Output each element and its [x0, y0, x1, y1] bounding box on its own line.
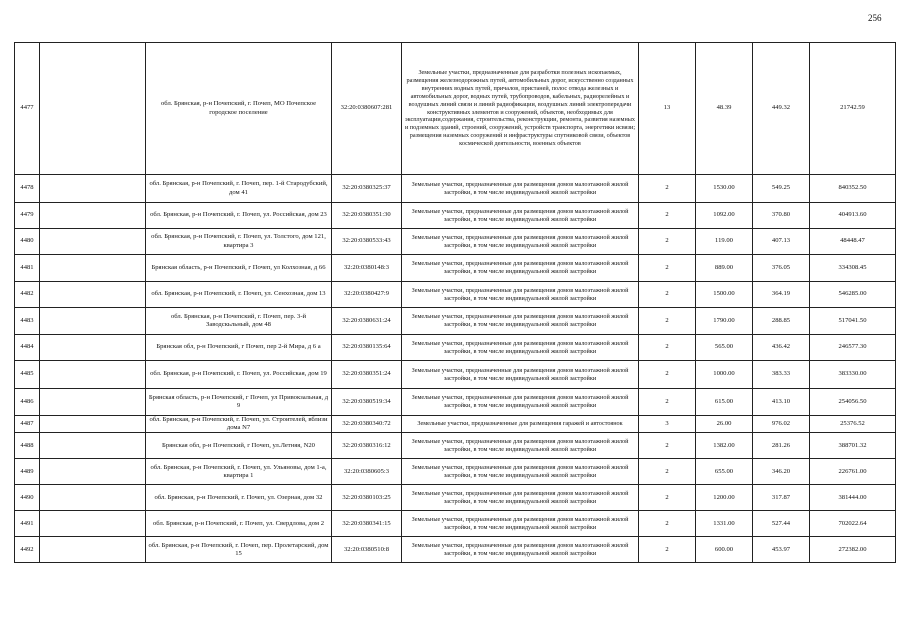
rate-cell: 549.25	[753, 175, 810, 203]
row-number-cell: 4490	[15, 485, 40, 511]
rate-cell: 407.13	[753, 229, 810, 255]
cadastral-value-cell: 546285.00	[810, 282, 896, 308]
rate-cell: 413.10	[753, 389, 810, 416]
category-cell: 2	[639, 255, 696, 282]
address-cell: обл. Брянская, р-н Почепский, г. Почеп, ул. Российская, дом 23	[146, 203, 332, 229]
address-cell: обл. Брянская, р-н Почепский, г. Почеп, МО Почепское городское поселение	[146, 43, 332, 175]
cadastral-number-cell: 32:20:0380607:281	[332, 43, 402, 175]
area-cell: 1092.00	[696, 203, 753, 229]
cadastral-value-cell: 702022.64	[810, 511, 896, 537]
cadastral-number-cell: 32:20:0380631:24	[332, 308, 402, 335]
cadastral-number-cell: 32:20:0380340:72	[332, 416, 402, 433]
address-cell: обл. Брянская, р-н Почепский, г. Почеп, ул. Строителей, вблизи дома N7	[146, 416, 332, 433]
spacer-cell	[40, 511, 146, 537]
spacer-cell	[40, 416, 146, 433]
land-use-cell: Земельные участки, предназначенные для размещения домов малоэтажной жилой застройки, в том числе индивидуальной жилой застройки	[402, 361, 639, 389]
table-row	[15, 485, 896, 511]
spacer-cell	[40, 335, 146, 361]
rate-cell: 449.32	[753, 43, 810, 175]
table-row	[15, 308, 896, 335]
cadastral-number-cell: 32:20:0380325:37	[332, 175, 402, 203]
table-row	[15, 43, 896, 175]
cadastral-value-cell: 272382.00	[810, 537, 896, 563]
land-use-cell: Земельные участки, предназначенные для размещения домов малоэтажной жилой застройки, в том числе индивидуальной жилой застройки	[402, 485, 639, 511]
cadastral-value-cell: 381444.00	[810, 485, 896, 511]
cadastral-number-cell: 32:20:0380316:12	[332, 433, 402, 459]
category-cell: 2	[639, 389, 696, 416]
address-cell: обл. Брянская, р-н Почепский, г. Почеп, пер. 3-й Заводскьльный, дом 48	[146, 308, 332, 335]
row-number-cell: 4481	[15, 255, 40, 282]
table-row	[15, 361, 896, 389]
rate-cell: 288.85	[753, 308, 810, 335]
area-cell: 1500.00	[696, 282, 753, 308]
table-row	[15, 335, 896, 361]
row-number-cell: 4488	[15, 433, 40, 459]
land-use-cell: Земельные участки, предназначенные для размещения домов малоэтажной жилой застройки, в том числе индивидуальной жилой застройки	[402, 335, 639, 361]
address-cell: обл. Брянская, р-н Почепский, г. Почеп, ул. Озерная, дом 32	[146, 485, 332, 511]
cadastral-value-cell: 404913.60	[810, 203, 896, 229]
row-number-cell: 4484	[15, 335, 40, 361]
cadastral-number-cell: 32:20:0380135:64	[332, 335, 402, 361]
address-cell: Брянская область, р-н Почепский, г Почеп, ул Привокзальная, д 9	[146, 389, 332, 416]
category-cell: 2	[639, 537, 696, 563]
rate-cell: 976.02	[753, 416, 810, 433]
table-row	[15, 511, 896, 537]
spacer-cell	[40, 175, 146, 203]
area-cell: 1790.00	[696, 308, 753, 335]
cadastral-value-cell: 517041.50	[810, 308, 896, 335]
category-cell: 2	[639, 308, 696, 335]
row-number-cell: 4478	[15, 175, 40, 203]
cadastral-number-cell: 32:20:0380519:34	[332, 389, 402, 416]
category-cell: 13	[639, 43, 696, 175]
land-use-cell: Земельные участки, предназначенные для размещения домов малоэтажной жилой застройки, в том числе индивидуальной жилой застройки	[402, 175, 639, 203]
spacer-cell	[40, 459, 146, 485]
spacer-cell	[40, 255, 146, 282]
land-use-cell: Земельные участки, предназначенные для размещения домов малоэтажной жилой застройки, в том числе индивидуальной жилой застройки	[402, 282, 639, 308]
cadastral-value-cell: 246577.30	[810, 335, 896, 361]
category-cell: 2	[639, 203, 696, 229]
area-cell: 1000.00	[696, 361, 753, 389]
land-use-cell: Земельные участки, предназначенные для размещения домов малоэтажной жилой застройки, в том числе индивидуальной жилой застройки	[402, 511, 639, 537]
spacer-cell	[40, 485, 146, 511]
spacer-cell	[40, 308, 146, 335]
row-number-cell: 4477	[15, 43, 40, 175]
land-use-cell: Земельные участки, предназначенные для размещения домов малоэтажной жилой застройки, в том числе индивидуальной жилой застройки	[402, 229, 639, 255]
area-cell: 565.00	[696, 335, 753, 361]
land-use-cell: Земельные участки, предназначенные для размещения домов малоэтажной жилой застройки, в том числе индивидуальной жилой застройки	[402, 433, 639, 459]
category-cell: 2	[639, 485, 696, 511]
category-cell: 2	[639, 511, 696, 537]
table-row	[15, 459, 896, 485]
land-use-cell: Земельные участки, предназначенные для размещения домов малоэтажной жилой застройки, в том числе индивидуальной жилой застройки	[402, 203, 639, 229]
land-use-cell: Земельные участки, предназначенные для размещения домов малоэтажной жилой застройки, в том числе индивидуальной жилой застройки	[402, 459, 639, 485]
spacer-cell	[40, 361, 146, 389]
address-cell: обл. Брянская, р-н Почепский, г. Почеп, ул. Сенхозная, дом 13	[146, 282, 332, 308]
row-number-cell: 4489	[15, 459, 40, 485]
land-use-cell: Земельные участки, предназначенные для размещения домов малоэтажной жилой застройки, в том числе индивидуальной жилой застройки	[402, 537, 639, 563]
area-cell: 1530.00	[696, 175, 753, 203]
table-row	[15, 229, 896, 255]
table-row	[15, 433, 896, 459]
rate-cell: 383.33	[753, 361, 810, 389]
address-cell: обл. Брянская, р-н Почепский, г. Почеп, ул. Свердлова, дом 2	[146, 511, 332, 537]
cadastral-number-cell: 32:20:0380351:30	[332, 203, 402, 229]
cadastral-value-cell: 226761.00	[810, 459, 896, 485]
category-cell: 2	[639, 335, 696, 361]
category-cell: 2	[639, 433, 696, 459]
cadastral-number-cell: 32:20:0380103:25	[332, 485, 402, 511]
table-row	[15, 203, 896, 229]
row-number-cell: 4482	[15, 282, 40, 308]
address-cell: обл. Брянская, р-н Почепский, г. Почеп, ул. Толстого, дом 121, квартира 3	[146, 229, 332, 255]
rate-cell: 317.87	[753, 485, 810, 511]
cadastral-value-cell: 21742.59	[810, 43, 896, 175]
cadastral-value-cell: 48448.47	[810, 229, 896, 255]
row-number-cell: 4491	[15, 511, 40, 537]
area-cell: 48.39	[696, 43, 753, 175]
cadastral-number-cell: 32:20:0380605:3	[332, 459, 402, 485]
area-cell: 889.00	[696, 255, 753, 282]
area-cell: 1382.00	[696, 433, 753, 459]
table-row	[15, 537, 896, 563]
category-cell: 3	[639, 416, 696, 433]
cadastral-value-table	[14, 42, 896, 563]
address-cell: Брянская область, р-н Почепский, г Почеп, ул Колхозная, д 66	[146, 255, 332, 282]
rate-cell: 436.42	[753, 335, 810, 361]
land-use-cell: Земельные участки, предназначенные для размещения гаражей и автостоянок	[402, 416, 639, 433]
spacer-cell	[40, 282, 146, 308]
category-cell: 2	[639, 282, 696, 308]
spacer-cell	[40, 229, 146, 255]
land-use-cell: Земельные участки, предназначенные для размещения домов малоэтажной жилой застройки, в том числе индивидуальной жилой застройки	[402, 308, 639, 335]
land-use-cell: Земельные участки, предназначенные для размещения домов малоэтажной жилой застройки, в том числе индивидуальной жилой застройки	[402, 255, 639, 282]
area-cell: 119.00	[696, 229, 753, 255]
address-cell: Брянская обл, р-н Почепский, г Почеп, ул.Летняя, N20	[146, 433, 332, 459]
cadastral-value-cell: 334308.45	[810, 255, 896, 282]
cadastral-number-cell: 32:20:0380351:24	[332, 361, 402, 389]
cadastral-number-cell: 32:20:0380341:15	[332, 511, 402, 537]
spacer-cell	[40, 203, 146, 229]
category-cell: 2	[639, 229, 696, 255]
address-cell: обл. Брянская, р-н Почепский, г. Почеп, пер. 1-й Стародубский, дом 41	[146, 175, 332, 203]
area-cell: 615.00	[696, 389, 753, 416]
area-cell: 26.00	[696, 416, 753, 433]
rate-cell: 364.19	[753, 282, 810, 308]
land-use-cell: Земельные участки, предназначенные для размещения домов малоэтажной жилой застройки, в том числе индивидуальной жилой застройки	[402, 389, 639, 416]
row-number-cell: 4483	[15, 308, 40, 335]
cadastral-number-cell: 32:20:0380427:9	[332, 282, 402, 308]
page-number: 256	[868, 13, 882, 23]
spacer-cell	[40, 433, 146, 459]
cadastral-number-cell: 32:20:0380510:8	[332, 537, 402, 563]
rate-cell: 527.44	[753, 511, 810, 537]
row-number-cell: 4487	[15, 416, 40, 433]
cadastral-value-cell: 254056.50	[810, 389, 896, 416]
cadastral-value-cell: 383330.00	[810, 361, 896, 389]
address-cell: обл. Брянская, р-н Почепский, г. Почеп, ул. Российская, дом 19	[146, 361, 332, 389]
row-number-cell: 4486	[15, 389, 40, 416]
cadastral-value-cell: 25376.52	[810, 416, 896, 433]
category-cell: 2	[639, 361, 696, 389]
table-row	[15, 282, 896, 308]
row-number-cell: 4485	[15, 361, 40, 389]
row-number-cell: 4480	[15, 229, 40, 255]
row-number-cell: 4492	[15, 537, 40, 563]
address-cell: Брянская обл, р-н Почепский, г Почеп, пер 2-й Мира, д 6 а	[146, 335, 332, 361]
cadastral-number-cell: 32:20:0380533:43	[332, 229, 402, 255]
area-cell: 1200.00	[696, 485, 753, 511]
cadastral-value-cell: 388701.32	[810, 433, 896, 459]
rate-cell: 370.80	[753, 203, 810, 229]
category-cell: 2	[639, 459, 696, 485]
area-cell: 600.00	[696, 537, 753, 563]
area-cell: 1331.00	[696, 511, 753, 537]
spacer-cell	[40, 43, 146, 175]
table-row	[15, 389, 896, 416]
rate-cell: 453.97	[753, 537, 810, 563]
row-number-cell: 4479	[15, 203, 40, 229]
rate-cell: 376.05	[753, 255, 810, 282]
address-cell: обл. Брянская, р-н Почепский, г. Почеп, пер. Пролетарский, дом 15	[146, 537, 332, 563]
land-use-cell: Земельные участки, предназначенные для разработки полезных ископаемых, размещения железнодорожных путей, автомобильных дорог, искусственно созданных внутренних водных путей, причалов, пристаней, полос отвода железных и автомобильных дорог, водных путей, трубопроводов, кабельных, радиорелейных и воздушных линий связи и линий радиофикации, воздушных линий электропередачи конструктивных элементов и сооружений, объектов, необходимых для эксплуатации,содержания, строительства, реконструкции, ремонта, развития наземных и подземных зданий, строений, сооружений, устройств транспорта, энергетики исвязи; размещения наземных сооружений и инфраструктуры спутниковой связи, объектов космической деятельности, военных объектов	[402, 43, 639, 175]
cadastral-number-cell: 32:20:0380148:3	[332, 255, 402, 282]
rate-cell: 281.26	[753, 433, 810, 459]
cadastral-value-cell: 840352.50	[810, 175, 896, 203]
table-row	[15, 255, 896, 282]
address-cell: обл. Брянская, р-н Почепский, г. Почеп, ул. Ульяновы, дом 1-а, квартира 1	[146, 459, 332, 485]
area-cell: 655.00	[696, 459, 753, 485]
rate-cell: 346.20	[753, 459, 810, 485]
table-row	[15, 175, 896, 203]
table-row	[15, 416, 896, 433]
category-cell: 2	[639, 175, 696, 203]
spacer-cell	[40, 537, 146, 563]
spacer-cell	[40, 389, 146, 416]
